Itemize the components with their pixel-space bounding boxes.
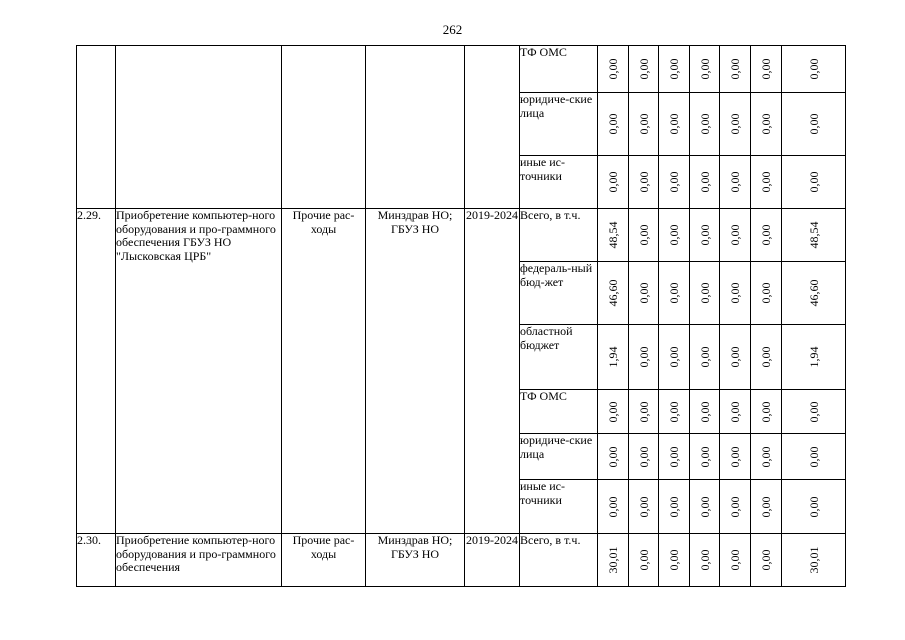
value-cell	[720, 156, 751, 209]
value-text: 0,00	[759, 446, 773, 467]
value-cell	[598, 480, 629, 534]
value-cell	[690, 262, 720, 325]
value-text: 0,00	[697, 113, 712, 135]
funding-source-label: федераль-ный бюд-жет	[520, 261, 593, 289]
value-cell	[629, 434, 659, 480]
funding-source	[520, 156, 598, 209]
value-cell	[629, 534, 659, 587]
value-text: 0,00	[636, 224, 651, 246]
value-text: 0,00	[806, 58, 821, 80]
value-text: 0,00	[606, 113, 620, 135]
page-number: 262	[442, 22, 463, 37]
value-cell	[782, 325, 846, 390]
value-cell	[720, 93, 751, 156]
value-text: 0,00	[667, 346, 681, 368]
value-cell	[659, 209, 690, 262]
executor: Минздрав НО; ГБУЗ НО	[366, 209, 465, 534]
value-cell	[720, 262, 751, 325]
value-text: 1,94	[606, 346, 620, 368]
value-text: 0,00	[667, 401, 681, 422]
value-text: 0,00	[667, 113, 681, 135]
value-text: 0,00	[697, 224, 712, 246]
value-text: 0,00	[697, 282, 712, 304]
value-text: 0,00	[606, 58, 620, 80]
funding-source-label: иные ис-точники	[520, 479, 565, 507]
value-cell	[782, 93, 846, 156]
value-cell	[720, 480, 751, 534]
value-cell	[659, 262, 690, 325]
value-cell	[690, 434, 720, 480]
funding-source-label: юридиче-ские лица	[520, 433, 593, 461]
value-text: 0,00	[697, 446, 712, 467]
value-cell	[690, 209, 720, 262]
value-cell	[690, 390, 720, 434]
value-text: 30,01	[606, 546, 620, 574]
value-cell	[782, 209, 846, 262]
funding-source	[520, 390, 598, 434]
value-text: 0,00	[728, 171, 742, 193]
funding-source-label: иные ис-точники	[520, 155, 565, 183]
value-cell	[782, 390, 846, 434]
funding-source-label: Всего, в т.ч.	[520, 208, 581, 222]
value-cell	[659, 534, 690, 587]
period: 2019-2024	[465, 534, 520, 587]
value-text: 0,00	[806, 496, 821, 517]
value-text: 0,00	[667, 549, 681, 571]
item-number: 2.29.	[77, 209, 116, 534]
value-cell	[690, 156, 720, 209]
item-name: Приобретение компьютер-ного оборудования и про-граммного обеспечения	[116, 534, 282, 587]
value-text: 0,00	[728, 446, 742, 467]
value-text: 0,00	[697, 58, 712, 80]
value-text: 0,00	[759, 58, 773, 80]
value-text: 0,00	[667, 58, 681, 80]
value-cell	[659, 480, 690, 534]
value-text: 0,00	[636, 171, 651, 193]
empty-cell	[465, 46, 520, 209]
value-text: 0,00	[636, 282, 651, 304]
value-cell	[598, 93, 629, 156]
value-text: 0,00	[759, 401, 773, 422]
funding-source	[520, 209, 598, 262]
value-text: 0,00	[806, 446, 821, 467]
value-text: 0,00	[606, 446, 620, 467]
value-text: 0,00	[759, 346, 773, 368]
funding-source	[520, 93, 598, 156]
empty-cell	[116, 46, 282, 209]
table-row	[77, 209, 846, 262]
value-text: 0,00	[806, 401, 821, 422]
value-cell	[751, 534, 782, 587]
value-cell	[598, 434, 629, 480]
value-cell	[598, 390, 629, 434]
funding-source	[520, 325, 598, 390]
value-text: 0,00	[728, 282, 742, 304]
value-text: 0,00	[667, 282, 681, 304]
value-cell	[751, 93, 782, 156]
empty-cell	[282, 46, 366, 209]
value-cell	[598, 325, 629, 390]
value-cell	[720, 390, 751, 434]
value-cell	[720, 325, 751, 390]
value-text: 0,00	[606, 401, 620, 422]
value-cell	[690, 325, 720, 390]
value-cell	[659, 93, 690, 156]
value-text: 46,60	[806, 279, 821, 307]
value-cell	[690, 93, 720, 156]
value-cell	[782, 156, 846, 209]
funding-source	[520, 434, 598, 480]
value-cell	[659, 325, 690, 390]
value-text: 0,00	[806, 171, 821, 193]
empty-cell	[77, 46, 116, 209]
value-cell	[690, 534, 720, 587]
value-text: 0,00	[759, 224, 773, 246]
value-cell	[782, 534, 846, 587]
value-cell	[659, 46, 690, 93]
value-text: 0,00	[759, 171, 773, 193]
value-cell	[720, 434, 751, 480]
expense-type: Прочие рас-ходы	[282, 534, 366, 587]
value-cell	[751, 390, 782, 434]
value-text: 0,00	[667, 496, 681, 517]
value-cell	[720, 46, 751, 93]
value-text: 0,00	[728, 346, 742, 368]
value-cell	[751, 480, 782, 534]
period: 2019-2024	[465, 209, 520, 534]
value-cell	[629, 156, 659, 209]
budget-table	[76, 45, 846, 587]
value-text: 1,94	[806, 346, 821, 368]
item-name: Приобретение компьютер-ного оборудования и про-граммного обеспечения ГБУЗ НО "Лысковская ЦРБ"	[116, 209, 282, 534]
funding-source-label: ТФ ОМС	[520, 45, 567, 59]
value-text: 0,00	[759, 113, 773, 135]
value-text: 0,00	[728, 549, 742, 571]
value-text: 48,54	[806, 221, 821, 249]
value-cell	[598, 46, 629, 93]
value-text: 0,00	[667, 171, 681, 193]
value-cell	[659, 390, 690, 434]
value-text: 0,00	[728, 113, 742, 135]
value-cell	[598, 262, 629, 325]
value-text: 0,00	[759, 282, 773, 304]
table-row	[77, 46, 846, 93]
value-cell	[751, 46, 782, 93]
value-cell	[751, 434, 782, 480]
value-text: 0,00	[697, 346, 712, 368]
value-cell	[629, 390, 659, 434]
value-text: 0,00	[697, 496, 712, 517]
value-cell	[598, 156, 629, 209]
value-text: 0,00	[806, 113, 821, 135]
empty-cell	[366, 46, 465, 209]
value-cell	[720, 534, 751, 587]
funding-source	[520, 534, 598, 587]
value-cell	[629, 262, 659, 325]
expense-type: Прочие рас-ходы	[282, 209, 366, 534]
value-cell	[659, 434, 690, 480]
funding-source-label: ТФ ОМС	[520, 389, 567, 403]
value-cell	[782, 262, 846, 325]
funding-source-label: областной бюджет	[520, 324, 573, 352]
value-text: 0,00	[759, 549, 773, 571]
value-text: 0,00	[667, 446, 681, 467]
value-text: 0,00	[697, 549, 712, 571]
funding-source-label: юридиче-ские лица	[520, 92, 593, 120]
value-text: 0,00	[697, 401, 712, 422]
value-cell	[751, 262, 782, 325]
value-text: 0,00	[636, 58, 651, 80]
value-cell	[782, 434, 846, 480]
value-text: 0,00	[697, 171, 712, 193]
value-cell	[720, 209, 751, 262]
value-cell	[598, 534, 629, 587]
value-text: 0,00	[636, 549, 651, 571]
value-text: 0,00	[636, 401, 651, 422]
value-text: 0,00	[728, 401, 742, 422]
value-cell	[751, 156, 782, 209]
value-cell	[659, 156, 690, 209]
value-text: 0,00	[728, 224, 742, 246]
executor: Минздрав НО; ГБУЗ НО	[366, 534, 465, 587]
value-cell	[751, 209, 782, 262]
funding-source	[520, 46, 598, 93]
funding-source-label: Всего, в т.ч.	[520, 533, 581, 547]
value-cell	[751, 325, 782, 390]
value-text: 0,00	[636, 113, 651, 135]
value-text: 46,60	[606, 279, 620, 307]
value-cell	[782, 480, 846, 534]
table-row	[77, 534, 846, 587]
value-text: 0,00	[636, 446, 651, 467]
funding-source	[520, 480, 598, 534]
value-cell	[629, 325, 659, 390]
value-text: 30,01	[806, 546, 821, 574]
funding-source	[520, 262, 598, 325]
value-text: 0,00	[606, 496, 620, 517]
value-text: 0,00	[728, 496, 742, 517]
value-cell	[629, 209, 659, 262]
value-text: 0,00	[606, 171, 620, 193]
value-cell	[629, 480, 659, 534]
value-cell	[690, 480, 720, 534]
value-text: 0,00	[728, 58, 742, 80]
value-cell	[629, 46, 659, 93]
value-text: 0,00	[636, 346, 651, 368]
value-cell	[598, 209, 629, 262]
value-cell	[690, 46, 720, 93]
item-number: 2.30.	[77, 534, 116, 587]
value-text: 0,00	[667, 224, 681, 246]
value-text: 48,54	[606, 221, 620, 249]
value-cell	[629, 93, 659, 156]
value-cell	[782, 46, 846, 93]
value-text: 0,00	[636, 496, 651, 517]
value-text: 0,00	[759, 496, 773, 517]
